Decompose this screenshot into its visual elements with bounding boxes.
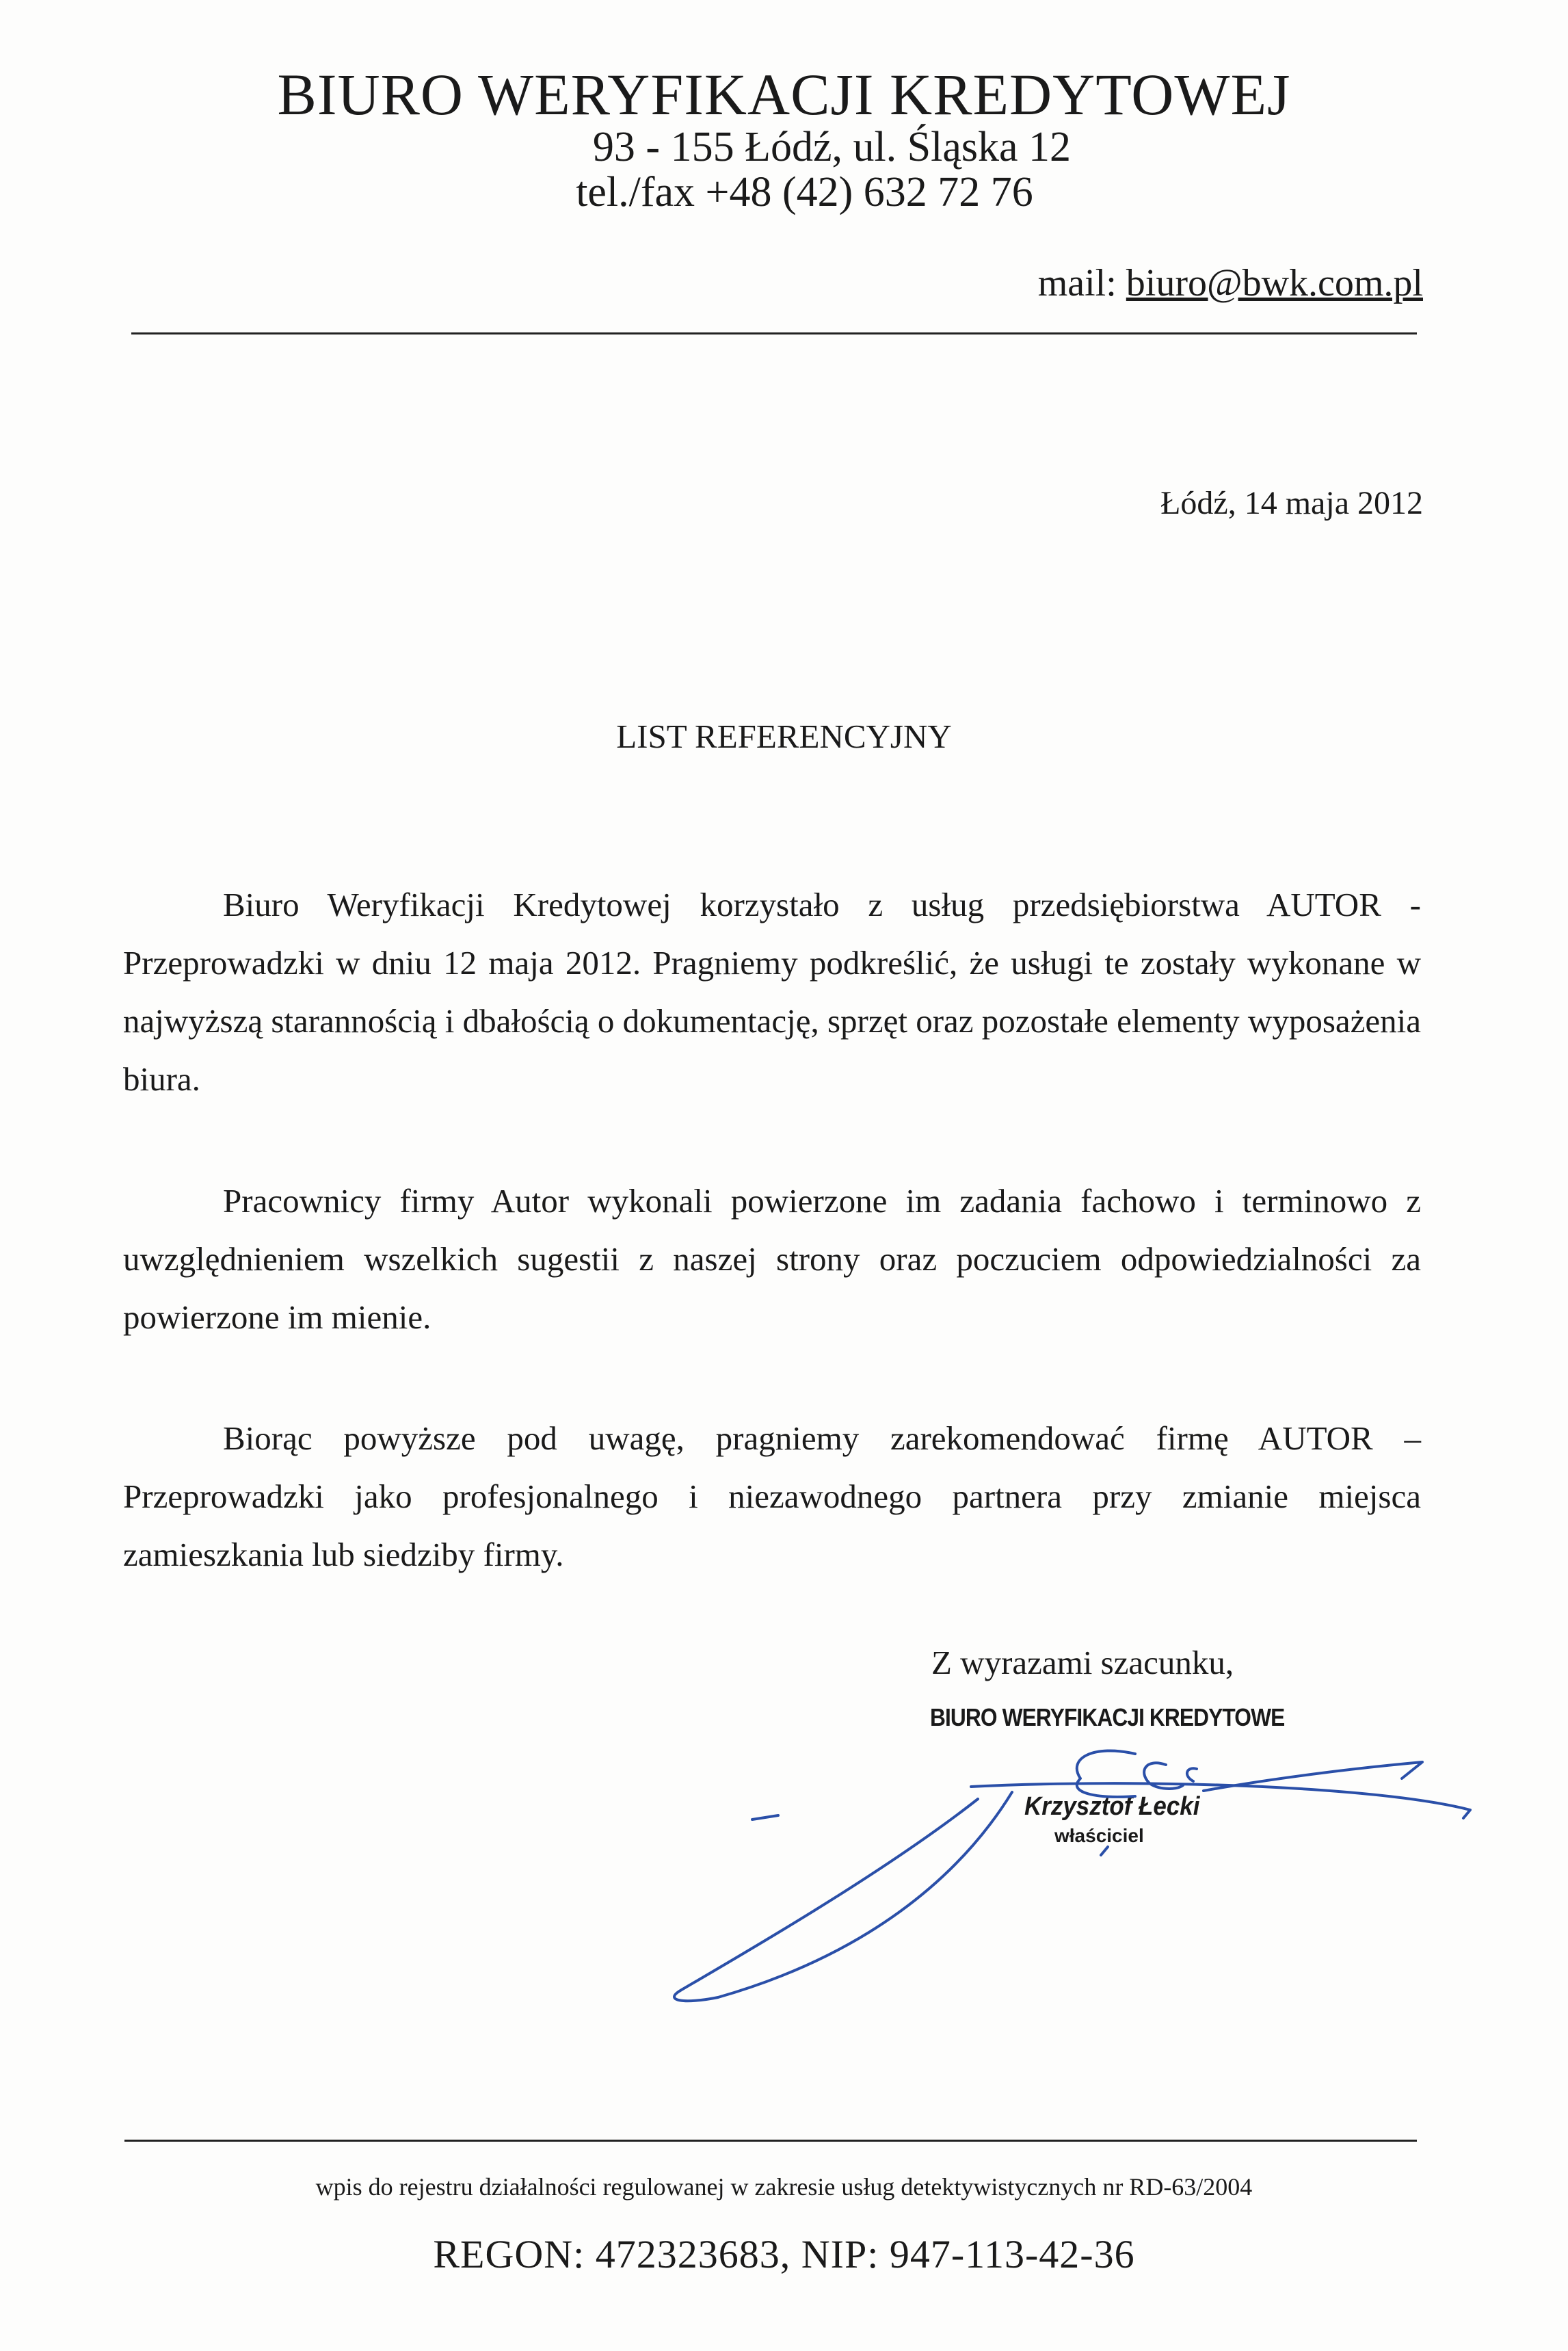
header-divider bbox=[131, 332, 1417, 334]
company-name: BIURO WERYFIKACJI KREDYTOWEJ bbox=[277, 62, 1291, 127]
footer-divider bbox=[124, 2140, 1417, 2142]
paragraph-3-text: Biorąc powyższe pod uwagę, pragniemy zarekomendować firmę AUTOR – Przeprowadzki jako profesjonalnego i niezawodnego partnera przy zmianie miejsca zamieszkania lub siedziby firmy. bbox=[123, 1419, 1421, 1573]
stamp-role: właściciel bbox=[1054, 1825, 1144, 1846]
paragraph-2-text: Pracownicy firmy Autor wykonali powierzone im zadania fachowo i terminowo z uwzględnieniem wszelkich sugestii z naszej strony oraz poczuciem odpowiedzialności za powierzone im mienie. bbox=[123, 1182, 1421, 1336]
company-identifiers: REGON: 472323683, NIP: 947-113-42-36 bbox=[433, 2232, 1135, 2276]
mail-link[interactable]: biuro@bwk.com.pl bbox=[1126, 262, 1423, 304]
paragraph-1-text: Biuro Weryfikacji Kredytowej korzystało z usług przedsiębiorstwa AUTOR - Przeprowadzki w dniu 12 maja 2012. Pragniemy podkreślić, że usługi te zostały wykonane w najwyższą starannością i dbałością o dokumentację, sprzęt oraz pozostałe elementy wyposażenia biura. bbox=[123, 886, 1421, 1098]
company-address: 93 - 155 Łódź, ul. Śląska 12 bbox=[592, 124, 1072, 170]
company-mail bbox=[1038, 261, 1423, 305]
letter-title: LIST REFERENCYJNY bbox=[616, 718, 952, 755]
stamp-person: Krzysztof Łecki bbox=[1024, 1792, 1200, 1821]
registry-note: wpis do rejestru działalności regulowanej w zakresie usług detektywistycznych nr RD-63/2004 bbox=[315, 2173, 1253, 2201]
handwritten-signature bbox=[656, 1731, 1504, 2018]
paragraph-2 bbox=[123, 1172, 1421, 1346]
letter-date: Łódź, 14 maja 2012 bbox=[1160, 485, 1423, 521]
paragraph-3 bbox=[123, 1409, 1421, 1584]
stamp-company: BIURO WERYFIKACJI KREDYTOWE bbox=[930, 1703, 1285, 1731]
letter-closing: Z wyrazami szacunku, bbox=[931, 1644, 1234, 1681]
mail-label: mail: bbox=[1037, 262, 1126, 304]
company-phone: tel./fax +48 (42) 632 72 76 bbox=[576, 169, 1033, 215]
paragraph-1 bbox=[123, 876, 1421, 1108]
